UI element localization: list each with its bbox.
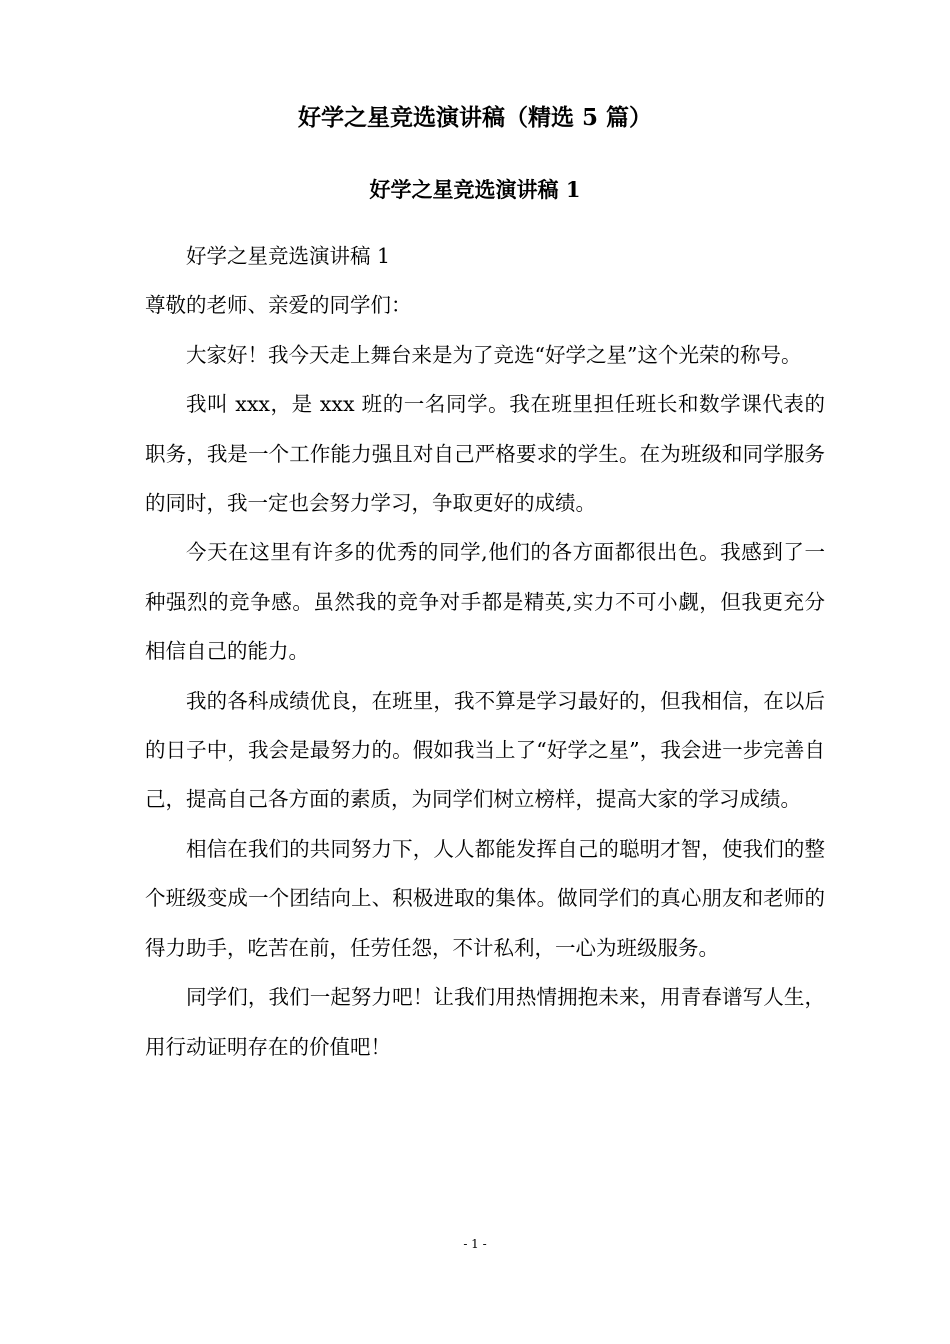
paragraph-commitment: 我的各科成绩优良，在班里，我不算是学习最好的，但我相信，在以后的日子中，我会是最努力的。假如我当上了“好学之星”，我会进一步完善自己，提高自己各方面的素质，为同学们树立榜样，提高大家的学习成绩。 (145, 688, 825, 812)
paragraph-competition: 今天在这里有许多的优秀的同学,他们的各方面都很出色。我感到了一种强烈的竞争感。虽然我的竞争对手都是精英,实力不可小觑，但我更充分相信自己的能力。 (145, 540, 825, 664)
section-title: 好学之星竞选演讲稿 1 (369, 177, 581, 202)
document-title: 好学之星竞选演讲稿（精选 5 篇） (297, 104, 653, 131)
paragraph-introduction: 我叫 xxx，是 xxx 班的一名同学。我在班里担任班长和数学课代表的职务，我是一个工作能力强且对自己严格要求的学生。在为班级和同学服务的同时，我一定也会努力学习，争取更好的成绩。 (145, 392, 825, 516)
paragraph-vision: 相信在我们的共同努力下，人人都能发挥自己的聪明才智，使我们的整个班级变成一个团结向上、积极进取的集体。做同学们的真心朋友和老师的得力助手，吃苦在前，任劳任怨，不计私利，一心为班级服务。 (145, 836, 825, 960)
paragraph-salutation: 尊敬的老师、亲爱的同学们： (145, 293, 412, 318)
paragraph-closing: 同学们，我们一起努力吧！让我们用热情拥抱未来，用青春谱写人生，用行动证明存在的价值吧！ (145, 985, 825, 1059)
page-number: - 1 - (463, 1237, 487, 1251)
document-body (145, 232, 825, 1072)
paragraph-subheading: 好学之星竞选演讲稿 1 (186, 244, 391, 268)
paragraph-greeting: 大家好！我今天走上舞台来是为了竞选“好学之星”这个光荣的称号。 (186, 342, 802, 367)
